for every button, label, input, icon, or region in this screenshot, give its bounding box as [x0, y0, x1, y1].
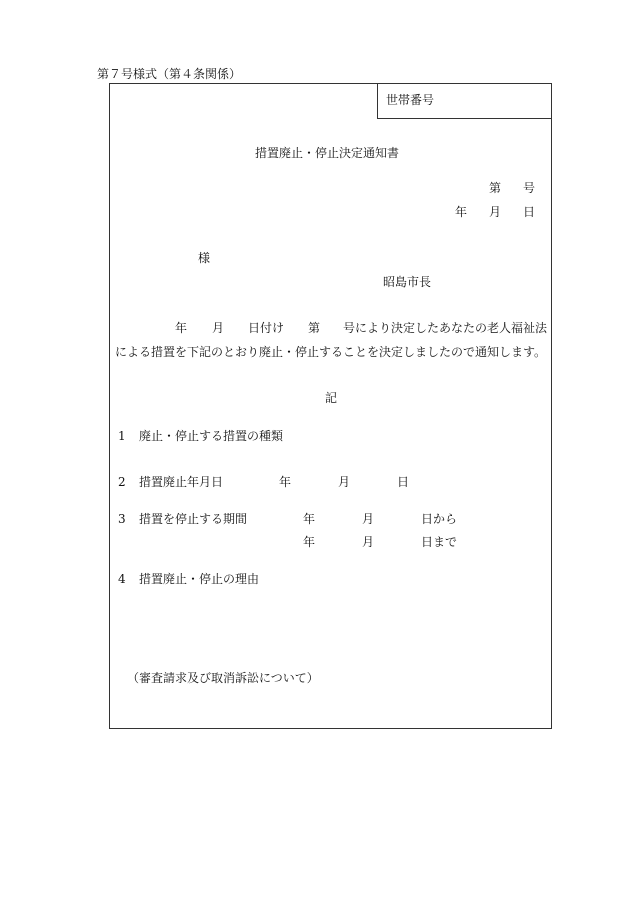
item3-from-month: 月: [362, 512, 375, 526]
issue-date-day: 日: [523, 205, 536, 219]
body-month: 月: [212, 321, 225, 335]
issuer-name: 昭島市長: [383, 275, 432, 289]
issue-date-year: 年: [455, 205, 468, 219]
item3-from-year: 年: [303, 512, 316, 526]
item2-year: 年: [279, 475, 292, 489]
doc-number-dai: 第: [489, 181, 502, 195]
appeal-note: （審査請求及び取消訴訟について）: [127, 671, 319, 685]
issue-date-month: 月: [489, 205, 502, 219]
body-line2-text: による措置を下記のとおり廃止・停止することを決定しましたので通知します。: [115, 345, 547, 359]
body-dai: 第: [308, 321, 321, 335]
item3-label: 措置を停止する期間: [139, 512, 248, 526]
body-year: 年: [175, 321, 188, 335]
item1-label: 廃止・停止する措置の種類: [139, 429, 284, 443]
item4-label: 措置廃止・停止の理由: [139, 572, 260, 586]
item2-number: 2: [118, 475, 126, 489]
item3-to-day: 日まで: [421, 535, 458, 549]
item3-to-year: 年: [303, 535, 316, 549]
item3-number: 3: [118, 512, 126, 526]
doc-number-go: 号: [523, 181, 536, 195]
item4-number: 4: [118, 572, 126, 586]
item3-to-month: 月: [362, 535, 375, 549]
household-number-box: [377, 83, 552, 119]
household-number-label: 世帯番号: [386, 93, 435, 107]
document-title: 措置廃止・停止決定通知書: [255, 146, 400, 160]
body-dated: 日付け: [248, 321, 285, 335]
body-line1-text: 号により決定したあなたの老人福祉法: [343, 321, 548, 335]
form-number: 第７号様式（第４条関係）: [97, 67, 242, 81]
item2-month: 月: [338, 475, 351, 489]
ki-heading: 記: [325, 391, 338, 405]
addressee-suffix: 様: [198, 251, 211, 265]
item1-number: 1: [118, 429, 126, 443]
item2-day: 日: [397, 475, 410, 489]
form-frame: [109, 83, 552, 729]
item2-label: 措置廃止年月日: [139, 475, 224, 489]
item3-from-day: 日から: [421, 512, 458, 526]
